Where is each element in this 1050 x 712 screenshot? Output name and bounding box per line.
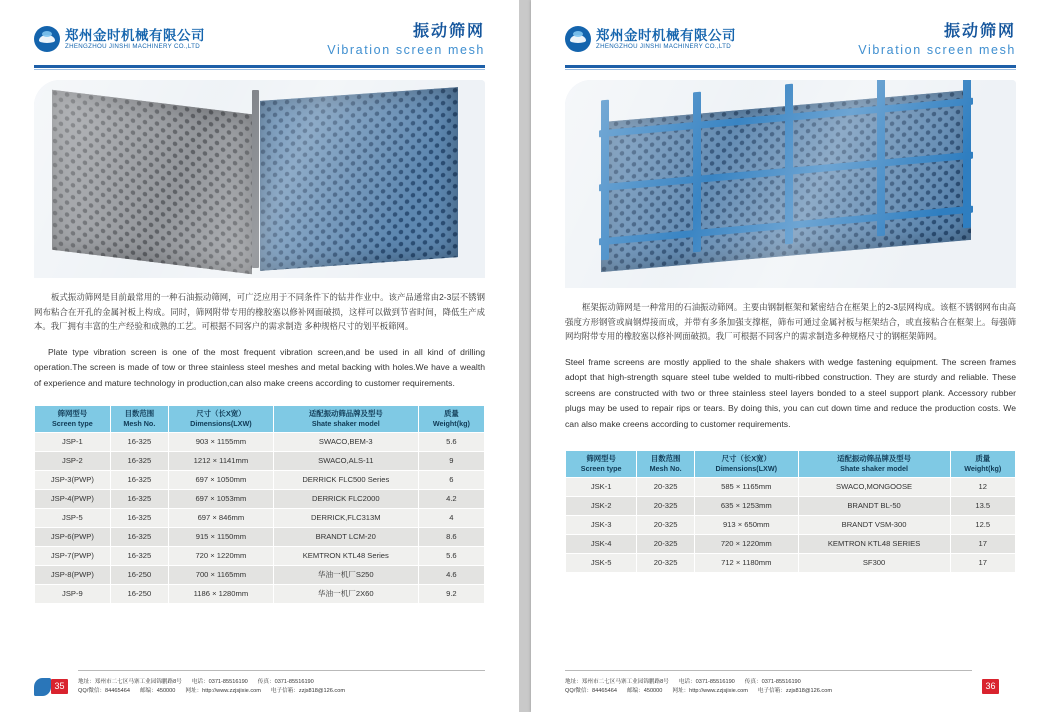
table-row xyxy=(566,535,1016,554)
header-title xyxy=(858,22,1016,58)
cell-weight: 5.6 xyxy=(418,433,484,452)
company-name-en: ZHENGZHOU JINSHI MACHINERY CO.,LTD xyxy=(65,42,200,50)
col-dimensions: 尺寸（长X宽） Dimensions(LXW) xyxy=(694,451,798,478)
cell-dimensions: 697 × 1053mm xyxy=(168,490,273,509)
cell-mesh-no: 16-250 xyxy=(110,585,168,604)
footer-rule xyxy=(565,670,972,671)
cell-screen-type: JSP-8(PWP) xyxy=(35,566,111,585)
description-en-left: Plate type vibration screen is one of the most frequent vibration screen,and be used in all kind of drilling operation.The screen is made of tow or three stainless steel meshes and metal backing with holes.We have a wealth of experience and mature technology in production,can also make creens according to customer requirements. xyxy=(34,346,485,388)
footer-contact-left xyxy=(78,678,485,695)
frame-rib-vertical-3 xyxy=(785,84,793,245)
table-row xyxy=(35,433,485,452)
header-title-en: Vibration screen mesh xyxy=(327,43,485,57)
cell-mesh-no: 16-325 xyxy=(110,452,168,471)
col-mesh-no: 目数范围 Mesh No. xyxy=(110,406,168,433)
table-row xyxy=(35,528,485,547)
header-title-cn: 振动筛网 xyxy=(412,23,485,40)
cell-mesh-no: 16-325 xyxy=(110,433,168,452)
product-photo-frame-screen xyxy=(565,80,1016,288)
footer-qq: QQ/微信：84465464 xyxy=(565,687,617,694)
page-header-right xyxy=(565,22,1016,68)
cell-weight: 5.6 xyxy=(418,547,484,566)
cell-shaker-model: DERRICK FLC500 Series xyxy=(273,471,418,490)
col-dimensions: 尺寸（长X宽） Dimensions(LXW) xyxy=(168,406,273,433)
wave-logo-icon xyxy=(565,26,591,52)
cell-shaker-model: KEMTRON KTL48 SERIES xyxy=(798,535,950,554)
cell-weight: 13.5 xyxy=(950,497,1016,516)
cell-dimensions: 903 × 1155mm xyxy=(168,433,273,452)
page-left xyxy=(0,0,519,712)
cell-dimensions: 712 × 1180mm xyxy=(694,554,798,573)
cell-mesh-no: 20-325 xyxy=(637,516,695,535)
page-header-left xyxy=(34,22,485,68)
cell-mesh-no: 16-325 xyxy=(110,528,168,547)
cell-mesh-no: 20-325 xyxy=(637,554,695,573)
cell-shaker-model: KEMTRON KTL48 Series xyxy=(273,547,418,566)
cell-mesh-no: 20-325 xyxy=(637,478,695,497)
frame-rib-vertical-2 xyxy=(693,92,701,253)
cell-weight: 9.2 xyxy=(418,585,484,604)
cell-shaker-model: DERRICK,FLC313M xyxy=(273,509,418,528)
header-rule xyxy=(34,65,485,68)
cell-dimensions: 720 × 1220mm xyxy=(168,547,273,566)
footer-fax: 传真：0371-85516190 xyxy=(257,679,314,686)
fish-logo-icon xyxy=(34,678,51,696)
page-number-badge xyxy=(982,676,1016,696)
table-header-row xyxy=(566,451,1016,478)
col-mesh-no: 目数范围 Mesh No. xyxy=(637,451,695,478)
cell-dimensions: 697 × 846mm xyxy=(168,509,273,528)
table-row xyxy=(35,585,485,604)
header-title-en: Vibration screen mesh xyxy=(858,43,1016,57)
cell-mesh-no: 16-325 xyxy=(110,490,168,509)
col-weight: 质量 Weight(kg) xyxy=(418,406,484,433)
table-row xyxy=(35,490,485,509)
col-shaker-model: 适配振动筛品牌及型号 Shate shaker model xyxy=(798,451,950,478)
cell-dimensions: 697 × 1050mm xyxy=(168,471,273,490)
table-row xyxy=(35,509,485,528)
cell-dimensions: 585 × 1165mm xyxy=(694,478,798,497)
page-number: 35 xyxy=(51,679,68,694)
cell-dimensions: 700 × 1165mm xyxy=(168,566,273,585)
table-row xyxy=(35,566,485,585)
cell-shaker-model: SWACO,MONGOOSE xyxy=(798,478,950,497)
table-row xyxy=(566,497,1016,516)
footer-fax: 传真：0371-85516190 xyxy=(744,679,801,686)
cell-shaker-model: BRANDT BL-50 xyxy=(798,497,950,516)
cell-weight: 6 xyxy=(418,471,484,490)
cell-weight: 12 xyxy=(950,478,1016,497)
cell-weight: 8.6 xyxy=(418,528,484,547)
table-row xyxy=(566,478,1016,497)
cell-mesh-no: 16-325 xyxy=(110,547,168,566)
cell-mesh-no: 20-325 xyxy=(637,497,695,516)
footer-address: 地址：郑州市二七区马寨工业园锦鹏路8号 xyxy=(78,679,182,686)
cell-weight: 4.6 xyxy=(418,566,484,585)
product-photo-plate-screen xyxy=(34,80,485,278)
col-screen-type: 筛网型号 Screen type xyxy=(35,406,111,433)
cell-shaker-model: SWACO,BEM-3 xyxy=(273,433,418,452)
col-screen-type: 筛网型号 Screen type xyxy=(566,451,637,478)
cell-shaker-model: SWACO,ALS-11 xyxy=(273,452,418,471)
col-weight: 质量 Weight(kg) xyxy=(950,451,1016,478)
footer-email: 电子信箱：zzjs818@126.com xyxy=(757,687,832,694)
description-cn-left: 板式振动筛网是目前最常用的一种石油振动筛网，可广泛应用于不同条件下的钻井作业中。该产品通常由2-3层不锈钢网布粘合在开孔的金属衬板上构成。同时，筛网附带专用的橡胶塞以修补网面破损，这样可以做到节省时间，降低生产成本。我厂拥有丰富的生产经验和成熟的工艺。可根据不同客户的需求制造 多种规格尺寸的划平板筛网。 xyxy=(34,292,485,331)
table-row xyxy=(35,471,485,490)
plate-screen-panel-left xyxy=(52,90,252,275)
page-number-badge xyxy=(34,676,68,696)
table-header-row xyxy=(35,406,485,433)
description-cn-right: 框架振动筛网是一种常用的石油振动筛网。主要由钢制框架和紧密结合在框架上的2-3层网构成。该框不锈钢网布由高强度方形钢管或扁钢焊接而成，并带有多条加强支撑框，筛布可通过金属衬板与框架结合，或直接粘合在框架上。每强筛网均附带专用的橡胶塞以修补网面破损。我厂可根据不同客户的需求制造多种规格尺寸的钢框架筛网。 xyxy=(565,302,1016,341)
footer-zip: 邮编：450000 xyxy=(626,687,663,694)
cell-screen-type: JSP-1 xyxy=(35,433,111,452)
cell-weight: 17 xyxy=(950,535,1016,554)
table-row xyxy=(35,547,485,566)
company-logo xyxy=(565,26,736,52)
cell-dimensions: 1212 × 1141mm xyxy=(168,452,273,471)
spread-gutter xyxy=(519,0,531,712)
page-footer-left xyxy=(34,672,485,696)
col-shaker-model: 适配振动筛品牌及型号 Shate shaker model xyxy=(273,406,418,433)
cell-dimensions: 720 × 1220mm xyxy=(694,535,798,554)
company-name-cn: 郑州金时机械有限公司 xyxy=(596,27,736,43)
footer-web: 网址：http://www.zzjsjixie.com xyxy=(185,687,261,694)
footer-rule xyxy=(78,670,485,671)
cell-dimensions: 635 × 1253mm xyxy=(694,497,798,516)
cell-screen-type: JSK-1 xyxy=(566,478,637,497)
cell-screen-type: JSK-3 xyxy=(566,516,637,535)
footer-web: 网址：http://www.zzjsjixie.com xyxy=(672,687,748,694)
header-title-cn: 振动筛网 xyxy=(943,23,1016,40)
cell-screen-type: JSP-6(PWP) xyxy=(35,528,111,547)
cell-shaker-model: BRANDT VSM-300 xyxy=(798,516,950,535)
cell-screen-type: JSK-5 xyxy=(566,554,637,573)
footer-contact-right xyxy=(565,678,972,695)
footer-tel: 电话：0371-85516190 xyxy=(191,679,248,686)
company-name-cn: 郑州金时机械有限公司 xyxy=(65,27,205,43)
page-footer-right xyxy=(565,672,1016,696)
page-left-content xyxy=(34,22,485,694)
cell-shaker-model: DERRICK FLC2000 xyxy=(273,490,418,509)
cell-mesh-no: 16-325 xyxy=(110,471,168,490)
page-right xyxy=(531,0,1050,712)
cell-shaker-model: 华油一机厂S250 xyxy=(273,566,418,585)
cell-screen-type: JSP-9 xyxy=(35,585,111,604)
frame-rib-vertical-1 xyxy=(601,100,609,261)
table-row xyxy=(35,452,485,471)
company-name-en: ZHENGZHOU JINSHI MACHINERY CO.,LTD xyxy=(596,42,731,50)
plate-screen-panel-right xyxy=(260,87,458,271)
page-number: 36 xyxy=(982,679,999,694)
cell-screen-type: JSP-7(PWP) xyxy=(35,547,111,566)
screen-divider-bar xyxy=(252,90,259,268)
wave-logo-icon xyxy=(34,26,60,52)
cell-dimensions: 913 × 650mm xyxy=(694,516,798,535)
cell-weight: 12.5 xyxy=(950,516,1016,535)
footer-tel: 电话：0371-85516190 xyxy=(678,679,735,686)
cell-weight: 4 xyxy=(418,509,484,528)
cell-dimensions: 1186 × 1280mm xyxy=(168,585,273,604)
cell-mesh-no: 16-325 xyxy=(110,509,168,528)
cell-shaker-model: 华油一机厂2X60 xyxy=(273,585,418,604)
cell-screen-type: JSK-4 xyxy=(566,535,637,554)
footer-email: 电子信箱：zzjs818@126.com xyxy=(270,687,345,694)
cell-screen-type: JSP-5 xyxy=(35,509,111,528)
cell-dimensions: 915 × 1150mm xyxy=(168,528,273,547)
footer-zip: 邮编：450000 xyxy=(139,687,176,694)
table-row xyxy=(566,516,1016,535)
cell-screen-type: JSK-2 xyxy=(566,497,637,516)
cell-screen-type: JSP-3(PWP) xyxy=(35,471,111,490)
description-en-right: Steel frame screens are mostly applied to the shale shakers with wedge fastening equipment. The screen frames adopt that high-strength square steel tube welded to multi-ribbed construction. They are sturdy and reliable. These screens are constructed with two or three stainless steel layers bonded to a steel support plank. Accessory rubber plugs may be used to repair rips or tears. By doing this, you can cut down time and reduce the production costs. We can also make creens according to customer requirements. xyxy=(565,356,1016,429)
cell-mesh-no: 16-250 xyxy=(110,566,168,585)
header-rule xyxy=(565,65,1016,68)
company-logo xyxy=(34,26,205,52)
page-right-content xyxy=(565,22,1016,694)
cell-shaker-model: BRANDT LCM-20 xyxy=(273,528,418,547)
cell-weight: 9 xyxy=(418,452,484,471)
cell-mesh-no: 20-325 xyxy=(637,535,695,554)
cell-shaker-model: SF300 xyxy=(798,554,950,573)
footer-address: 地址：郑州市二七区马寨工业园锦鹏路8号 xyxy=(565,679,669,686)
spec-table-right xyxy=(565,450,1016,573)
cell-weight: 4.2 xyxy=(418,490,484,509)
cell-screen-type: JSP-2 xyxy=(35,452,111,471)
table-row xyxy=(566,554,1016,573)
header-title xyxy=(327,22,485,58)
footer-qq: QQ/微信：84465464 xyxy=(78,687,130,694)
cell-weight: 17 xyxy=(950,554,1016,573)
cell-screen-type: JSP-4(PWP) xyxy=(35,490,111,509)
spec-table-left xyxy=(34,405,485,604)
